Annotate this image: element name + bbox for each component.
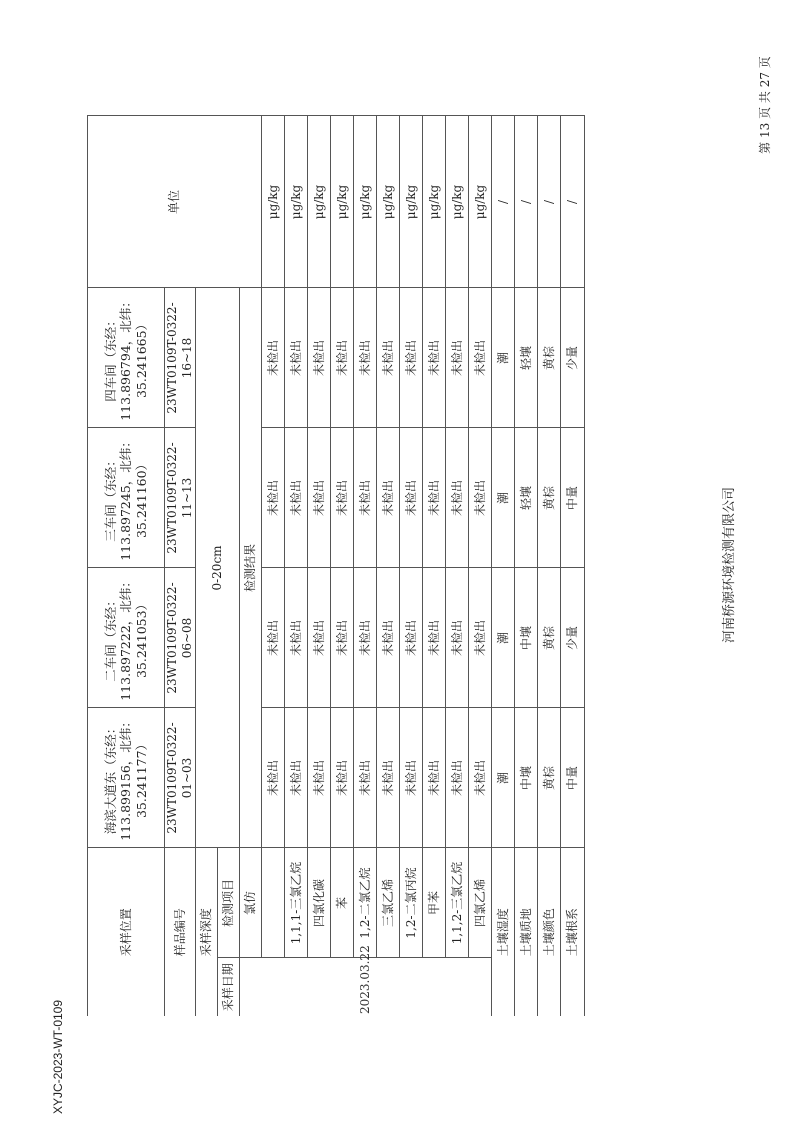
result-value: 未检出 <box>400 288 423 428</box>
unit-value: μg/kg <box>446 116 469 288</box>
sample-no-2: 23WT0109T-0322-06~08 <box>165 568 196 708</box>
unit-value: μg/kg <box>469 116 492 288</box>
soil-row <box>492 116 515 1016</box>
result-value: 未检出 <box>354 428 377 568</box>
unit-value: μg/kg <box>423 116 446 288</box>
location-row <box>88 116 165 1016</box>
result-row <box>446 116 469 1016</box>
result-value: 未检出 <box>423 288 446 428</box>
item-name: 苯 <box>331 848 354 958</box>
result-value: 未检出 <box>400 428 423 568</box>
soil-item: 土壤根系 <box>561 848 585 1016</box>
result-value: 未检出 <box>262 568 285 708</box>
unit-value: μg/kg <box>285 116 308 288</box>
soil-value: 轻壤 <box>515 428 538 568</box>
soil-value: 黄棕 <box>538 288 561 428</box>
result-value: 未检出 <box>308 288 331 428</box>
result-value: 未检出 <box>262 428 285 568</box>
result-value: 未检出 <box>285 288 308 428</box>
soil-value: 少量 <box>561 288 585 428</box>
unit-header: 单位 <box>88 116 262 288</box>
soil-row <box>561 116 585 1016</box>
result-value: 未检出 <box>469 288 492 428</box>
result-value: 未检出 <box>331 288 354 428</box>
soil-value: 潮 <box>492 708 515 848</box>
soil-row <box>515 116 538 1016</box>
document-code: XYJC-2023-WT-0109 <box>51 999 65 1115</box>
result-value: 未检出 <box>285 708 308 848</box>
unit-value: μg/kg <box>354 116 377 288</box>
result-value: 未检出 <box>469 568 492 708</box>
result-row <box>308 116 331 1016</box>
soil-value: 少量 <box>561 568 585 708</box>
result-row <box>331 116 354 1016</box>
result-header: 检测结果 <box>240 288 262 848</box>
unit-value: μg/kg <box>308 116 331 288</box>
sampling-date: 2023.03.22 <box>240 958 492 1016</box>
unit-value: / <box>561 116 585 288</box>
result-value: 未检出 <box>446 288 469 428</box>
soil-item: 土壤湿度 <box>492 848 515 1016</box>
item-name: 三氯乙烯 <box>377 848 400 958</box>
unit-value: / <box>515 116 538 288</box>
result-value: 未检出 <box>285 428 308 568</box>
soil-row <box>538 116 561 1016</box>
soil-value: 中壤 <box>515 708 538 848</box>
result-value: 未检出 <box>469 428 492 568</box>
depth-value: 0-20cm <box>196 288 240 848</box>
result-value: 未检出 <box>400 568 423 708</box>
result-value: 未检出 <box>377 568 400 708</box>
location-2: 二车间（东经：113.897222，北纬：35.241053） <box>88 568 165 708</box>
soil-item: 土壤颜色 <box>538 848 561 1016</box>
soil-value: 潮 <box>492 428 515 568</box>
soil-value: 中量 <box>561 428 585 568</box>
location-4: 四车间（东经：113.896794，北纬：35.241665） <box>88 288 165 428</box>
result-value: 未检出 <box>446 568 469 708</box>
depth-header: 采样深度 <box>196 848 218 1016</box>
sample-no-header: 样品编号 <box>165 848 196 1016</box>
item-name: 1,2-二氯丙烷 <box>400 848 423 958</box>
item-name: 四氯乙烯 <box>469 848 492 958</box>
result-value: 未检出 <box>423 428 446 568</box>
location-header: 采样位置 <box>88 848 165 1016</box>
date-header: 采样日期 <box>218 958 240 1016</box>
result-row <box>354 116 377 1016</box>
company-name: 河南桥源环境检测有限公司 <box>722 487 737 644</box>
result-row <box>423 116 446 1016</box>
unit-value: μg/kg <box>262 116 285 288</box>
sample-no-4: 23WT0109T-0322-16~18 <box>165 288 196 428</box>
result-value: 未检出 <box>354 568 377 708</box>
item-spacer <box>262 848 285 958</box>
result-value: 未检出 <box>423 708 446 848</box>
item-name: 氯仿 <box>240 848 262 958</box>
item-name: 1,1,2-三氯乙烷 <box>446 848 469 958</box>
result-value: 未检出 <box>446 428 469 568</box>
soil-value: 潮 <box>492 288 515 428</box>
result-value: 未检出 <box>285 568 308 708</box>
soil-value: 中壤 <box>515 568 538 708</box>
test-results-table <box>87 115 585 1016</box>
result-value: 未检出 <box>308 428 331 568</box>
result-row <box>400 116 423 1016</box>
result-value: 未检出 <box>331 568 354 708</box>
sample-no-3: 23WT0109T-0322-11~13 <box>165 428 196 568</box>
soil-value: 轻壤 <box>515 288 538 428</box>
soil-value: 黄棕 <box>538 568 561 708</box>
soil-item: 土壤质地 <box>515 848 538 1016</box>
item-name: 甲苯 <box>423 848 446 958</box>
result-row <box>377 116 400 1016</box>
result-value: 未检出 <box>423 568 446 708</box>
unit-value: / <box>538 116 561 288</box>
result-value: 未检出 <box>377 288 400 428</box>
location-3: 三车间（东经：113.897245，北纬：35.241160） <box>88 428 165 568</box>
location-1: 海滨大道东（东经：113.899156，北纬：35.241177） <box>88 708 165 848</box>
result-value: 未检出 <box>400 708 423 848</box>
result-value: 未检出 <box>354 288 377 428</box>
result-value: 未检出 <box>331 708 354 848</box>
result-value: 未检出 <box>331 428 354 568</box>
report-table-area <box>87 116 579 1016</box>
result-value: 未检出 <box>308 568 331 708</box>
result-value: 未检出 <box>377 428 400 568</box>
result-value: 未检出 <box>377 708 400 848</box>
result-value: 未检出 <box>308 708 331 848</box>
result-value: 未检出 <box>446 708 469 848</box>
unit-value: μg/kg <box>377 116 400 288</box>
unit-value: μg/kg <box>400 116 423 288</box>
item-header: 检测项目 <box>218 848 240 958</box>
result-row <box>262 116 285 1016</box>
item-name: 1,1,1-三氯乙烷 <box>285 848 308 958</box>
result-row <box>469 116 492 1016</box>
soil-value: 中量 <box>561 708 585 848</box>
soil-value: 潮 <box>492 568 515 708</box>
result-value: 未检出 <box>262 708 285 848</box>
item-name: 四氯化碳 <box>308 848 331 958</box>
unit-value: μg/kg <box>331 116 354 288</box>
result-row <box>285 116 308 1016</box>
item-name: 1,2-二氯乙烷 <box>354 848 377 958</box>
unit-value: / <box>492 116 515 288</box>
result-value: 未检出 <box>354 708 377 848</box>
soil-value: 黄棕 <box>538 708 561 848</box>
sample-no-1: 23WT0109T-0322-01~03 <box>165 708 196 848</box>
soil-value: 黄棕 <box>538 428 561 568</box>
page-number: 第 13 页 共 27 页 <box>758 56 772 154</box>
result-value: 未检出 <box>262 288 285 428</box>
result-value: 未检出 <box>469 708 492 848</box>
